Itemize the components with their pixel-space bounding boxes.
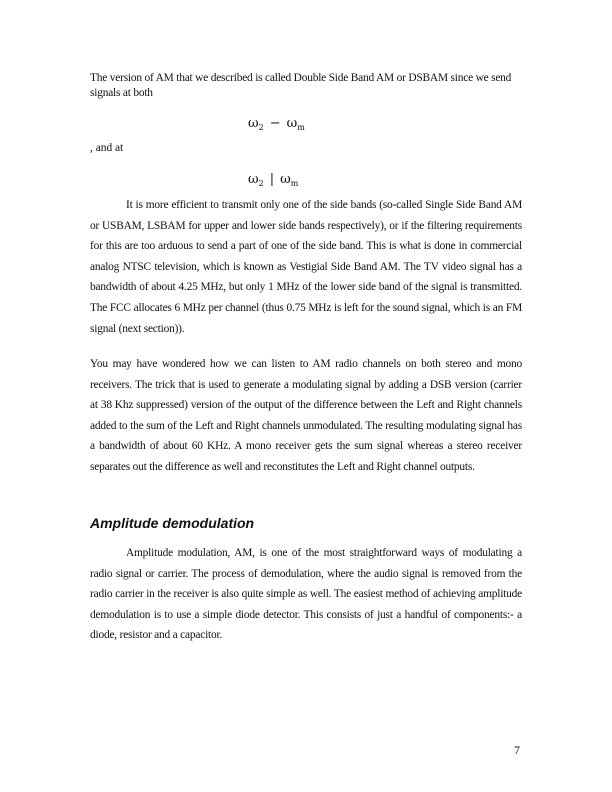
omega-symbol: ω [286, 116, 298, 131]
paragraph-dsbam: The version of AM that we described is called Double Side Band AM or DSBAM since we send signals at both [90, 72, 512, 99]
operator: − [269, 116, 281, 131]
operator: | [269, 172, 275, 187]
subscript-m: m [297, 123, 305, 132]
omega-symbol: ω [280, 172, 291, 187]
paragraph-demodulation: Amplitude modulation, AM, is one of the most straightforward ways of modulating a radio signal or carrier. The process of demodulation, where the audio signal is removed from the radio carrier in the receiver is also quite simple as well. The easiest method of achieving amplitude demodulation is to use a simple diode detector. This consists of just a handful of components:- a diode, resistor and a capacitor. [90, 547, 522, 642]
omega-symbol: ω [248, 116, 259, 131]
subscript-c: 2 [258, 179, 264, 188]
subscript-m: m [290, 179, 299, 188]
subscript-c: 2 [258, 123, 264, 132]
page-number: 7 [514, 743, 520, 757]
and-at-text: , and at [90, 142, 124, 154]
equation-sum [248, 172, 298, 188]
omega-symbol: ω [248, 172, 259, 187]
section-heading: Amplitude demodulation [90, 515, 255, 531]
paragraph-stereo: You may have wondered how we can listen to AM radio channels on both stereo and mono receivers. The trick that is used to generate a modulating signal by adding a DSB version (carrier at 38 Khz suppressed) version of the output of the difference between the Left and Right channels added to the sum of the Left and Right channels unmodulated. The resulting modulating signal has a bandwidth of about 60 KHz. A mono receiver gets the sum signal whereas a stereo receiver separates out the difference as well and reconstitutes the Left and Right channel outputs. [90, 358, 522, 473]
equation-difference [248, 116, 305, 132]
paragraph-single-side-band: It is more efficient to transmit only one of the side bands (so-called Single Side Band AM or USBAM, LSBAM for upper and lower side bands respectively), or if the filtering requirements for this are too arduous to send a part of one of the side band. This is what is done in commercial analog NTSC television, which is known as Vestigial Side Band AM. The TV video signal has a bandwidth of about 4.25 MHz, but only 1 MHz of the lower side band of the signal is transmitted. The FCC allocates 6 MHz per channel (thus 0.75 MHz is left for the sound signal, which is an FM signal (next section)). [90, 199, 522, 335]
